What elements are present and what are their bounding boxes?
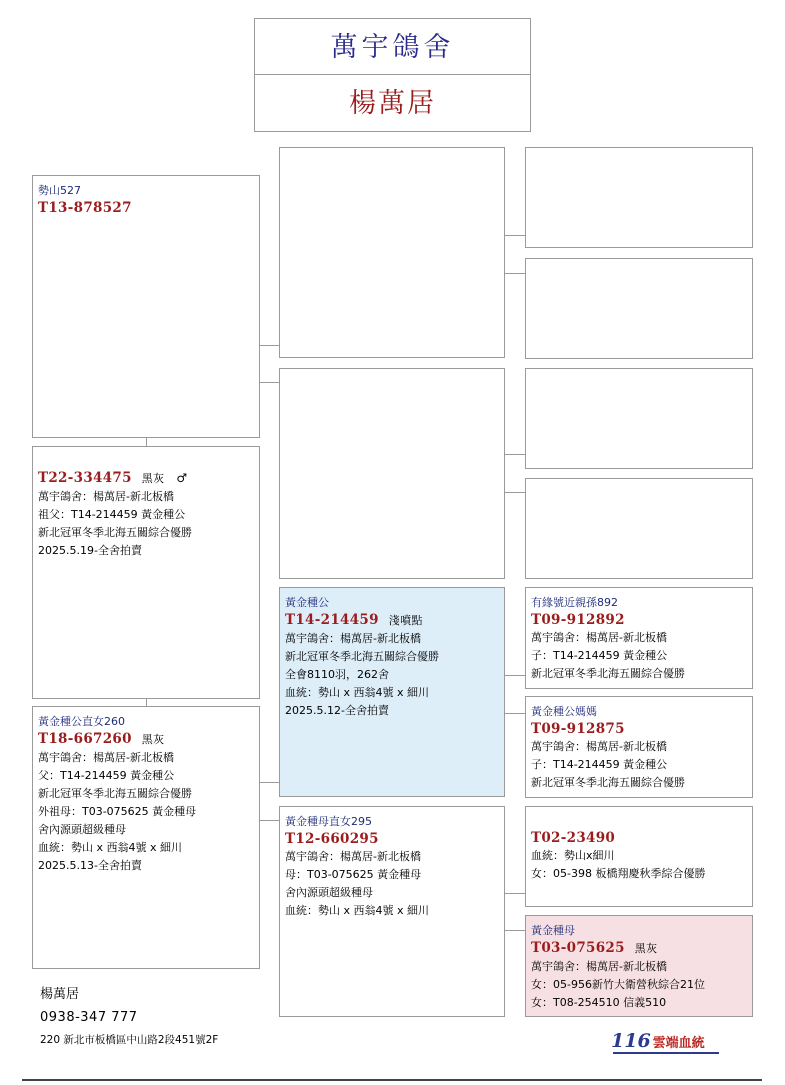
sire-sire-card	[279, 147, 505, 358]
sire-ring: T13-878527	[38, 200, 132, 216]
dam-dam-line: 萬宇鴿舍：楊萬居-新北板橋	[285, 850, 421, 863]
dd-dam-ring: T03-075625	[531, 940, 625, 956]
dd-dam-nickname: 黃金種母	[531, 924, 575, 937]
dam-line: 新北冠軍冬季北海五關綜合優勝	[38, 787, 192, 800]
dam-sire-ring: T14-214459	[285, 612, 379, 628]
dd-dam-line: 女：T08-254510 信義510	[531, 996, 667, 1009]
ds-sire-card	[525, 587, 753, 689]
dam-nickname: 黃金種公直女260	[38, 715, 125, 728]
sd-dam-card	[525, 478, 753, 579]
dam-sire-color: 淺噴點	[388, 614, 423, 627]
subject-card	[32, 446, 260, 699]
connector	[259, 345, 279, 346]
dam-dam-card	[279, 806, 505, 1017]
sire-card	[32, 175, 260, 438]
dam-dam-line: 血統：勢山 x 西翁4號 x 細川	[285, 904, 430, 917]
subject-line: 2025.5.19-全舍拍賣	[38, 544, 142, 557]
dam-line: 2025.5.13-全舍拍賣	[38, 859, 142, 872]
dd-dam-card	[525, 915, 753, 1017]
footer-owner: 楊萬居	[40, 987, 80, 1002]
dam-ring: T18-667260	[38, 731, 132, 747]
logo-number: 116	[611, 1030, 651, 1052]
ds-sire-line: 新北冠軍冬季北海五關綜合優勝	[531, 667, 685, 680]
dam-dam-line: 舍內源頭超級種母	[285, 886, 373, 899]
dam-line: 血統：勢山 x 西翁4號 x 細川	[38, 841, 183, 854]
footer-address: 220 新北市板橋區中山路2段451號2F	[40, 1034, 219, 1046]
ds-sire-ring: T09-912892	[531, 612, 625, 628]
sire-dam-card	[279, 368, 505, 579]
subject-line: 萬宇鴿舍：楊萬居-新北板橋	[38, 490, 174, 503]
sire-nickname: 勢山527	[38, 184, 81, 197]
ds-sire-line: 子：T14-214459 黃金種公	[531, 649, 668, 662]
ss-dam-card	[525, 258, 753, 359]
dam-line: 舍內源頭超級種母	[38, 823, 126, 836]
dam-sire-ring-line	[285, 611, 498, 630]
dam-dam-nickname: 黃金種母直女295	[285, 815, 372, 828]
dam-dam-line: 母：T03-075625 黃金種母	[285, 868, 422, 881]
connector	[504, 273, 525, 274]
dam-sire-line: 全會8110羽，262舍	[285, 668, 389, 681]
connector	[259, 382, 279, 383]
dam-sire-line: 新北冠軍冬季北海五關綜合優勝	[285, 650, 439, 663]
dam-sire-nickname: 黃金種公	[285, 596, 329, 609]
ds-dam-ring: T09-912875	[531, 721, 625, 737]
connector	[504, 675, 525, 676]
subject-ring: T22-334475	[38, 470, 132, 486]
ds-sire-line: 萬宇鴿舍：楊萬居-新北板橋	[531, 631, 667, 644]
dd-dam-ring-line	[531, 939, 746, 958]
owner-title: 楊萬居	[254, 74, 531, 132]
ds-dam-card	[525, 696, 753, 798]
subject-line: 新北冠軍冬季北海五關綜合優勝	[38, 526, 192, 539]
logo-text: 雲端血統	[652, 1036, 705, 1051]
connector	[504, 893, 525, 894]
dd-sire-card	[525, 806, 753, 907]
footer-phone: 0938-347 777	[40, 1010, 138, 1025]
ds-dam-line: 萬宇鴿舍：楊萬居-新北板橋	[531, 740, 667, 753]
connector	[259, 820, 279, 821]
ds-sire-nickname: 有緣號近親孫892	[531, 596, 618, 609]
subject-line: 祖父：T14-214459 黃金種公	[38, 508, 186, 521]
connector	[504, 454, 525, 455]
brand-logo[interactable]	[611, 1030, 705, 1052]
dd-sire-line: 女：05-398 板橋翔慶秋季綜合優勝	[531, 867, 706, 880]
ss-sire-card	[525, 147, 753, 248]
ds-dam-line: 子：T14-214459 黃金種公	[531, 758, 668, 771]
connector	[504, 235, 525, 236]
dd-sire-line: 血統：勢山x細川	[531, 849, 615, 862]
dam-line: 外祖母：T03-075625 黃金種母	[38, 805, 197, 818]
dam-ring-line	[38, 730, 253, 749]
dam-sire-line: 血統：勢山 x 西翁4號 x 細川	[285, 686, 430, 699]
dam-sire-card	[279, 587, 505, 797]
dd-dam-line: 女：05-956新竹大衛營秋綜合21位	[531, 978, 705, 991]
ds-dam-nickname: 黃金種公媽媽	[531, 705, 597, 718]
loft-name: 萬宇鴿舍	[254, 18, 531, 75]
subject-color: 黑灰	[141, 472, 165, 485]
dd-sire-ring: T02-23490	[531, 830, 616, 846]
dd-dam-color: 黑灰	[634, 942, 658, 955]
dam-card	[32, 706, 260, 969]
connector	[259, 782, 279, 783]
dam-dam-ring: T12-660295	[285, 831, 379, 847]
dam-sire-line: 萬宇鴿舍：楊萬居-新北板橋	[285, 632, 421, 645]
logo-underline	[613, 1052, 719, 1054]
dd-dam-line: 萬宇鴿舍：楊萬居-新北板橋	[531, 960, 667, 973]
subject-ring-line	[38, 469, 253, 488]
dam-line: 萬宇鴿舍：楊萬居-新北板橋	[38, 751, 174, 764]
connector	[504, 492, 525, 493]
bottom-rule	[22, 1079, 762, 1081]
dam-sire-line: 2025.5.12-全舍拍賣	[285, 704, 389, 717]
sd-sire-card	[525, 368, 753, 469]
dam-line: 父：T14-214459 黃金種公	[38, 769, 175, 782]
male-icon: ♂	[176, 471, 188, 485]
ds-dam-line: 新北冠軍冬季北海五關綜合優勝	[531, 776, 685, 789]
dam-color: 黑灰	[141, 733, 165, 746]
connector	[504, 713, 525, 714]
connector	[504, 930, 525, 931]
